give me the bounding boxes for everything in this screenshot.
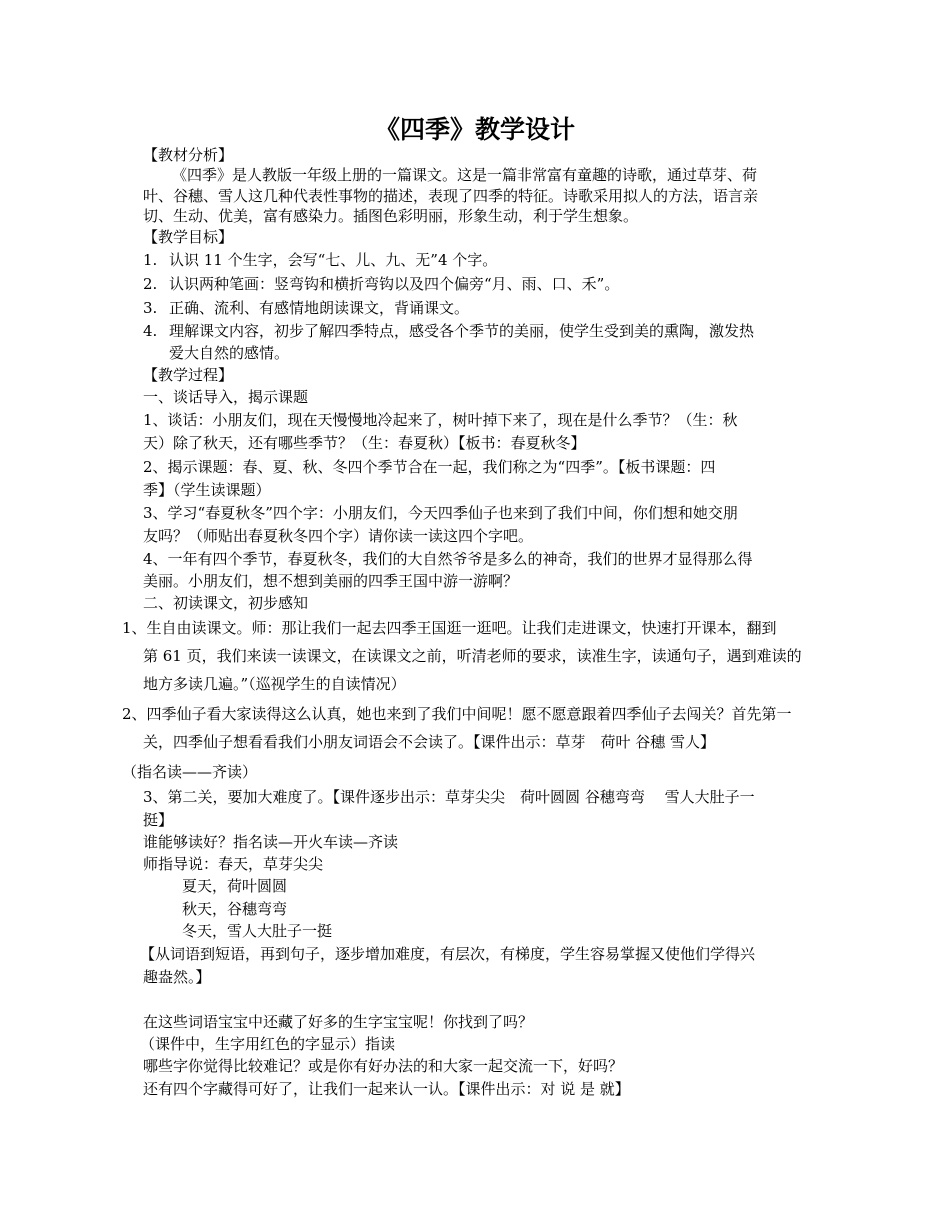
goal-text: 理解课文内容，初步了解四季特点，感受各个季节的美丽，使学生受到美的熏陶，激发热 bbox=[169, 322, 755, 340]
paragraph-line: 3、学习“春夏秋冬”四个字：小朋友们，今天四季仙子也来到了我们中间，你们想和她交朋 bbox=[143, 504, 738, 522]
paragraph-line: 师指导说：春天，草芽尖尖 bbox=[143, 855, 324, 873]
goal-text: 认识 11 个生字，会写“七、儿、九、无”4 个字。 bbox=[169, 251, 498, 269]
analysis-line: 叶、谷穗、雪人这几种代表性事物的描述，表现了四季的特征。诗歌采用拟人的方法，语言亲 bbox=[143, 187, 759, 205]
goal-number: 2. bbox=[143, 275, 158, 293]
paragraph-line: 4、一年有四个季节，春夏秋冬，我们的大自然爷爷是多么的神奇，我们的世界才显得那么得 bbox=[143, 550, 753, 568]
paragraph-line: 冬天，雪人大肚子一挺 bbox=[182, 922, 333, 940]
goal-item bbox=[143, 297, 469, 319]
goal-number: 3. bbox=[143, 299, 158, 317]
paragraph-line: （课件中，生字用红色的字显示）指读 bbox=[140, 1035, 396, 1053]
goal-item bbox=[143, 320, 754, 342]
paragraph-line: 1、谈话：小朋友们，现在天慢慢地冷起来了，树叶掉下来了，现在是什么季节？（生：秋 bbox=[143, 411, 738, 429]
paragraph-line: （指名读——齐读） bbox=[122, 763, 258, 781]
paragraph-line: 2、揭示课题：春、夏、秋、冬四个季节合在一起，我们称之为“四季”。【板书课题：四 bbox=[143, 458, 716, 476]
page-title: 《四季》教学设计 bbox=[374, 115, 575, 144]
process-heading: 【教学过程】 bbox=[143, 366, 234, 384]
paragraph-line: 还有四个字藏得可好了，让我们一起来认一认。【课件出示：对 说 是 就】 bbox=[143, 1080, 630, 1098]
paragraph-line: 友吗？（师贴出春夏秋冬四个字）请你读一读这四个字吧。 bbox=[143, 527, 534, 545]
paragraph-line: 秋天，谷穗弯弯 bbox=[182, 900, 288, 918]
paragraph-line: 天）除了秋天，还有哪些季节？（生：春夏秋）【板书：春夏秋冬】 bbox=[143, 434, 586, 452]
paragraph-line: 美丽。小朋友们，想不想到美丽的四季王国中游一游啊？ bbox=[143, 572, 519, 590]
part-heading: 二、初读课文，初步感知 bbox=[143, 594, 309, 612]
paragraph-line: 2、四季仙子看大家读得这么认真，她也来到了我们中间呢！愿不愿意跟着四季仙子去闯关？首先第一 bbox=[122, 705, 792, 723]
goal-text: 正确、流利、有感情地朗读课文，背诵课文。 bbox=[169, 299, 470, 317]
paragraph-line: 1、生自由读课文。师：那让我们一起去四季王国逛一逛吧。让我们走进课文，快速打开课本，翻到 bbox=[122, 619, 777, 637]
goal-text: 认识两种笔画：竖弯钩和横折弯钩以及四个偏旁“月、雨、口、禾”。 bbox=[169, 275, 620, 293]
teaching-note: 趣盎然。】 bbox=[143, 968, 211, 986]
paragraph-line: 夏天，荷叶圆圆 bbox=[182, 877, 288, 895]
paragraph-line: 第 61 页，我们来读一读课文，在读课文之前，听清老师的要求，读准生字，读通句子，遇到难读的 bbox=[143, 647, 802, 665]
analysis-heading: 【教材分析】 bbox=[143, 146, 234, 164]
paragraph-line: 挺】 bbox=[143, 811, 174, 829]
goal-item bbox=[143, 273, 619, 295]
goal-item-continued: 爱大自然的感情。 bbox=[169, 344, 290, 362]
teaching-note: 【从词语到短语，再到句子，逐步增加难度，有层次，有梯度，学生容易掌握又使他们学得兴 bbox=[140, 945, 756, 963]
goal-number: 1. bbox=[143, 251, 158, 269]
paragraph-line: 季】（学生读课题） bbox=[143, 481, 271, 499]
paragraph-line: 哪些字你觉得比较难记？或是你有好办法的和大家一起交流一下，好吗？ bbox=[143, 1057, 624, 1075]
paragraph-line: 地方多读几遍。”（巡视学生的自读情况） bbox=[143, 675, 406, 693]
goal-item bbox=[143, 249, 497, 271]
analysis-line: 切、生动、优美，富有感染力。插图色彩明丽，形象生动，利于学生想象。 bbox=[143, 207, 639, 225]
paragraph-line: 在这些词语宝宝中还藏了好多的生字宝宝呢！你找到了吗？ bbox=[143, 1013, 534, 1031]
paragraph-line: 3、第二关，要加大难度了。【课件逐步出示：草芽尖尖 荷叶圆圆 谷穗弯弯 雪人大肚子一 bbox=[143, 788, 755, 806]
paragraph-line: 谁能够读好？指名读—开火车读—齐读 bbox=[143, 833, 399, 851]
goal-number: 4. bbox=[143, 322, 158, 340]
paragraph-line: 关，四季仙子想看看我们小朋友词语会不会读了。【课件出示：草芽 荷叶 谷穗 雪人】 bbox=[143, 733, 716, 751]
part-heading: 一、谈话导入，揭示课题 bbox=[143, 388, 309, 406]
analysis-line: 《四季》是人教版一年级上册的一篇课文。这是一篇非常富有童趣的诗歌，通过草芽、荷 bbox=[172, 166, 758, 184]
goals-heading: 【教学目标】 bbox=[143, 228, 234, 246]
